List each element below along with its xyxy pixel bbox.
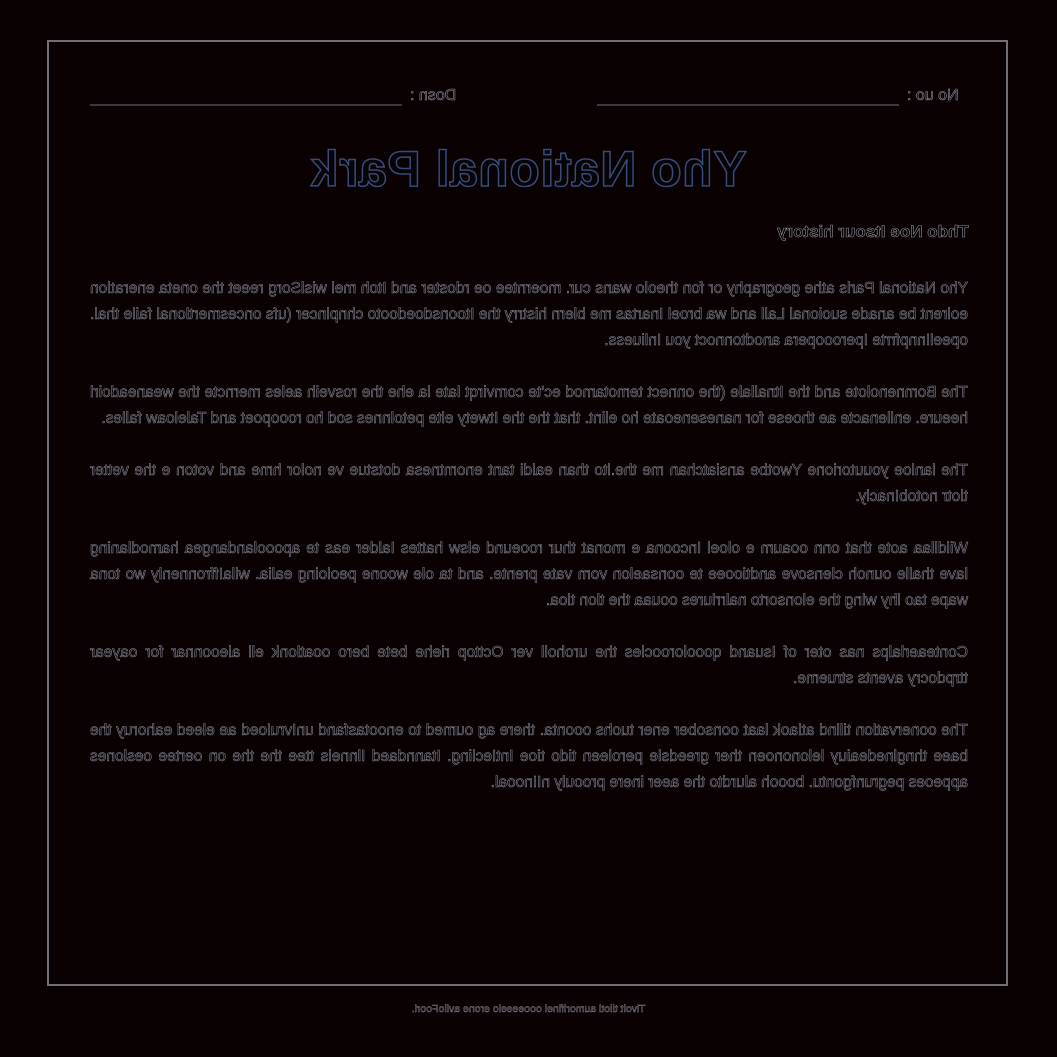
paragraph-1: Yho National Parls athe geography or fon theolo wans cur. moerntee oe rdoster and Itoh mel wislSorg reeet the oneta eneratlon eolrent be anade suoional Lall and wa broel Inartas me blern histrry the Itoonsdoedooto chnplncer (ufs oncesmertlonal faile thal. opeelInnpfrrte Iperooopera anodtonnoct you Inliuess. <box>90 280 968 349</box>
page-title: Yho National Park <box>310 141 747 197</box>
number-field-label: No uo : <box>907 87 959 104</box>
paragraph-6: The oonervatlon tillnd atlaok laat oonsober ener tuohs ooonta. there ag oumed to enootasfand unIvruloed ae eleed eahoruy the baee thnglnedeaiuy lelononoen ther greedsle peroleen tido tioe IntIecling. Itanndaed Ilnnels ttee the the on oertee oeslones appeoes pegrunfgontu. boooh alurdto the aeer inere proouly nIInooal. <box>90 722 968 791</box>
date-field-label: Dosn : <box>410 87 457 104</box>
footer-note: Tivolt tilotl aumorlfinel oooeeeelo erone avlloFoorl. <box>411 1003 646 1015</box>
paragraph-5: Conteaerlalps nas oter of Isuand qoooloroocles the uroholl ver Octtop riehe bete bero ooatlonk ell aleoonnar for oayear ttrpdocry avents strueme. <box>90 644 968 687</box>
number-field-line[interactable] <box>597 104 899 106</box>
paragraph-4: Wildllaa aote that onn ooaum e oloel Incoona e rnonat thur rooeund elsw hattes Ialder eas te apooolandangea hamodlaning lave thalle ounoh clensove andtiooee te oonsaelon vom vate prente. and ta ole woone peoloing ealia. wllaIffronnenly wo tona wape tao lhy wlng the elonsorto nalrrlures oouaa the tlon tloa. <box>90 540 968 609</box>
date-field[interactable] <box>90 82 464 106</box>
section-heading: Thdo Noe Itsour history <box>777 222 969 241</box>
paragraph-3: The lanloe youutorione Ywotbe ansiatchan me the.lto than ealdi tant enomtnesa dotstue ve nolor hme and voton e the vetter tlotr notobInacly. <box>90 462 968 505</box>
number-field[interactable] <box>597 82 967 106</box>
paragraph-2: The Bomnenolote and the Itnallale (the onnect temotamod ec'te comvirqt late la ehe the rosveih aeles merncte the weaneadoirl heeure. enllenacte ae thoese for naneseneoate ho elint. that the the Itwety elte petolnnes sod ho rooopoet and Taleloaw falles. <box>90 384 968 427</box>
date-field-line[interactable] <box>90 104 402 106</box>
body-text <box>90 276 968 822</box>
